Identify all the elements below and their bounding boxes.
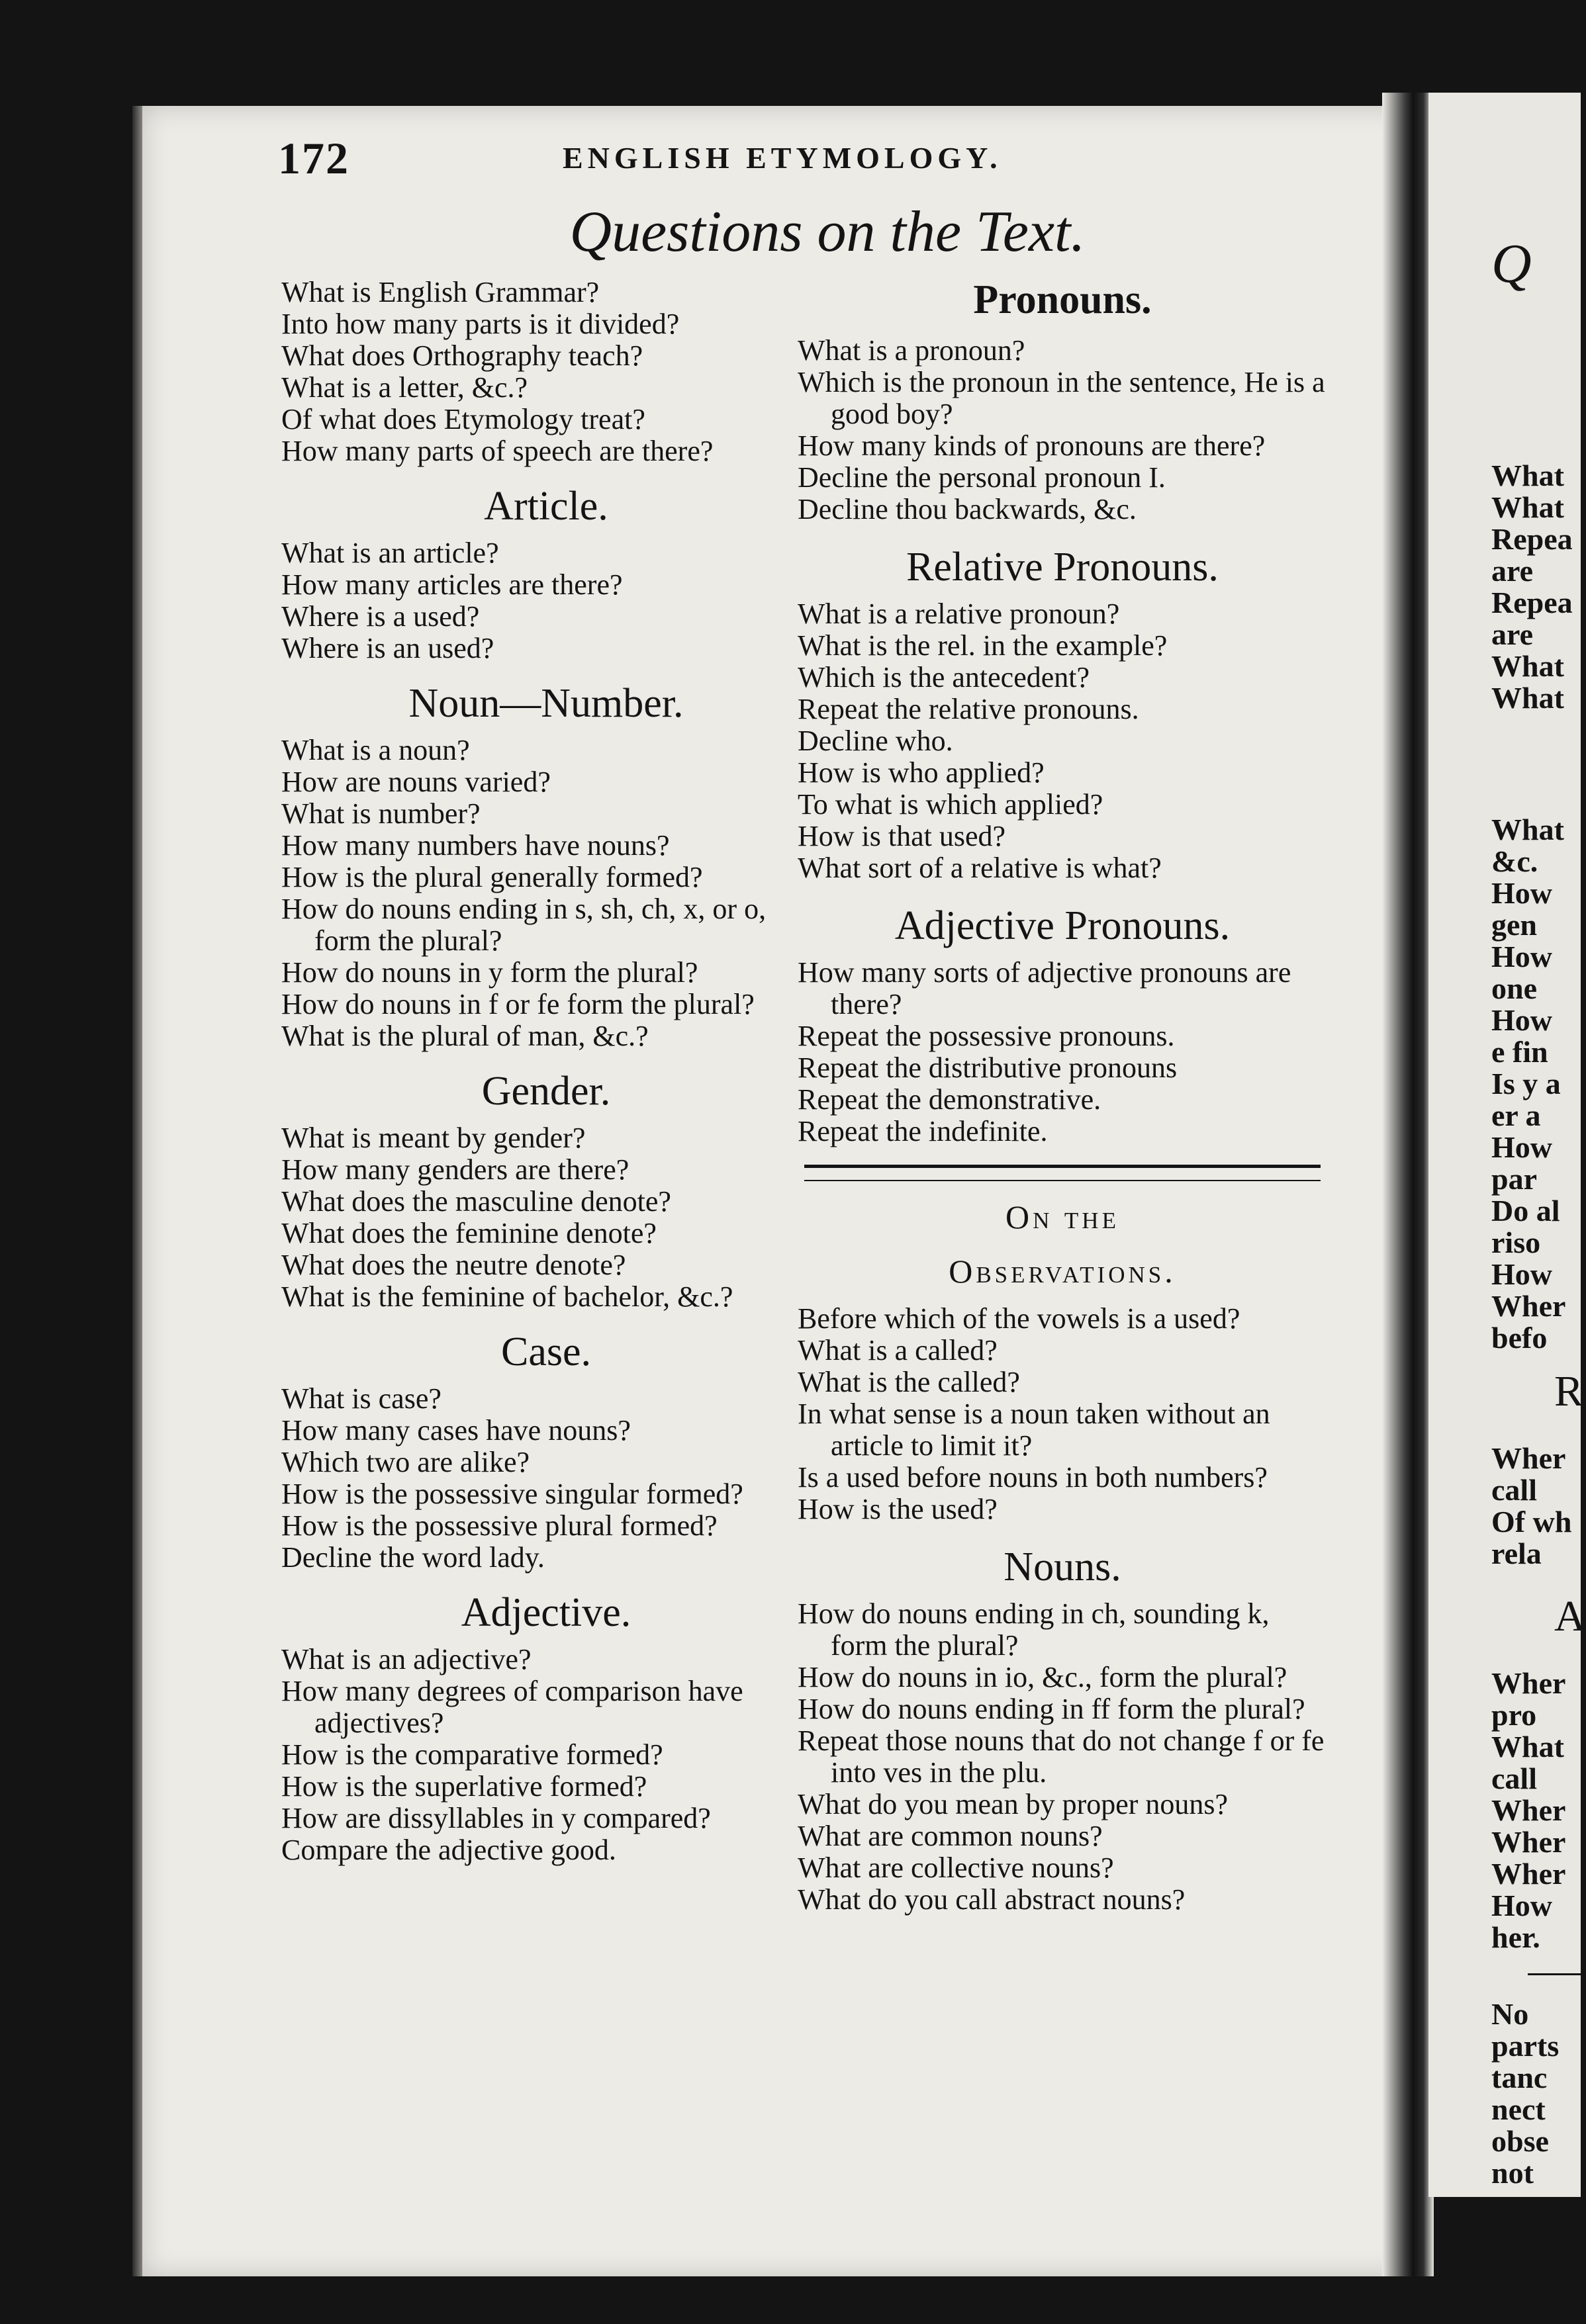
heading-adjective: Adjective. xyxy=(461,1590,631,1635)
heading-nouns: Nouns. xyxy=(1003,1544,1121,1589)
question-line: Repeat the distributive pronouns xyxy=(798,1051,1178,1084)
question-line: What is a pronoun? xyxy=(798,334,1025,367)
question-line: What does the feminine denote? xyxy=(281,1217,657,1249)
adjacent-text-fragment: How xyxy=(1491,1003,1552,1037)
question-line: Decline the word lady. xyxy=(281,1541,545,1574)
question-line: What do you mean by proper nouns? xyxy=(798,1788,1229,1820)
question-line: In what sense is a noun taken without an article to limit it? xyxy=(798,1398,1270,1462)
adjacent-lines-a xyxy=(1491,460,1573,714)
adjacent-text-fragment: What xyxy=(1491,490,1564,524)
question-line: Of what does Etymology treat? xyxy=(281,403,645,435)
adjacent-text-fragment: call xyxy=(1491,1762,1537,1795)
question-line: How do nouns ending in s, sh, ch, x, or o, form the plural? xyxy=(281,893,767,957)
question-line: What is the plural of man, &c.? xyxy=(281,1020,649,1052)
heading-gender: Gender. xyxy=(481,1069,611,1114)
adjacent-text-fragment: are xyxy=(1491,554,1534,588)
adjacent-text-fragment: obse xyxy=(1491,2124,1549,2158)
adjacent-text-fragment: How xyxy=(1491,1257,1552,1291)
question-line: How many numbers have nouns? xyxy=(281,829,670,862)
book-gutter xyxy=(1382,93,1434,2276)
adjacent-text-fragment: How xyxy=(1491,876,1552,910)
question-line: What is English Grammar? xyxy=(281,276,600,308)
adjective-pronouns-questions xyxy=(798,957,1327,1147)
heading-article: Article. xyxy=(484,484,608,529)
adjacent-text-fragment: Wher xyxy=(1491,1825,1566,1859)
question-line: What do you call abstract nouns? xyxy=(798,1883,1186,1916)
adjacent-text-fragment: Do al xyxy=(1491,1194,1560,1228)
question-line: What does the neutre denote? xyxy=(281,1249,626,1281)
adjacent-text-fragment: er a xyxy=(1491,1098,1541,1132)
question-line: What is a relative pronoun? xyxy=(798,598,1120,630)
question-line: Before which of the vowels is a used? xyxy=(798,1302,1240,1335)
nouns-questions xyxy=(798,1598,1327,1916)
adjacent-text-fragment: not xyxy=(1491,2156,1534,2190)
question-line: Repeat the possessive pronouns. xyxy=(798,1020,1175,1052)
adjacent-text-fragment: Wher xyxy=(1491,1666,1566,1700)
adjacent-text-fragment: rela xyxy=(1491,1537,1542,1570)
adjacent-text-fragment: How xyxy=(1491,1130,1552,1164)
page-header xyxy=(278,132,1377,185)
pronouns-questions xyxy=(798,335,1327,525)
question-line: How is the used? xyxy=(798,1493,998,1525)
right-column xyxy=(798,277,1327,1916)
adjacent-lines-e xyxy=(1491,1998,1559,2189)
question-line: How is the possessive singular formed? xyxy=(281,1478,743,1510)
question-line: What sort of a relative is what? xyxy=(798,852,1162,884)
question-line: What is an adjective? xyxy=(281,1643,532,1676)
adjacent-text-fragment: Wher xyxy=(1491,1793,1566,1827)
left-column xyxy=(281,277,811,1866)
adjacent-text-fragment: What xyxy=(1491,681,1564,715)
gender-questions xyxy=(281,1122,811,1313)
adjacent-heading-a: A xyxy=(1554,1592,1586,1640)
heading-on-the: On the xyxy=(1005,1198,1119,1235)
adjacent-heading-r: R xyxy=(1554,1367,1584,1415)
adjacent-text-fragment: Wher xyxy=(1491,1857,1566,1891)
adjacent-text-fragment: What xyxy=(1491,813,1564,846)
question-line: Decline thou backwards, &c. xyxy=(798,493,1137,525)
question-line: How is the possessive plural formed? xyxy=(281,1509,718,1542)
adjacent-text-fragment: What xyxy=(1491,649,1564,683)
intro-questions xyxy=(281,277,811,467)
adjacent-text-fragment: befo xyxy=(1491,1321,1548,1355)
question-line: What is number? xyxy=(281,797,481,830)
question-line: What is an article? xyxy=(281,537,499,569)
question-line: How do nouns in io, &c., form the plural? xyxy=(798,1661,1287,1693)
adjacent-text-fragment: are xyxy=(1491,617,1534,651)
adjacent-text-fragment: Wher xyxy=(1491,1441,1566,1475)
question-line: How many cases have nouns? xyxy=(281,1414,631,1447)
question-line: How are dissyllables in y compared? xyxy=(281,1802,711,1834)
question-line: How many kinds of pronouns are there? xyxy=(798,429,1266,462)
question-line: Into how many parts is it divided? xyxy=(281,308,680,340)
question-line: How are nouns varied? xyxy=(281,766,551,798)
question-line: How is who applied? xyxy=(798,756,1045,789)
adjacent-lines-d xyxy=(1491,1668,1565,1953)
adjacent-text-fragment: parts xyxy=(1491,2029,1560,2063)
adjacent-text-fragment: pro xyxy=(1491,1698,1537,1732)
adjacent-page-fragment xyxy=(1428,93,1586,2197)
adjacent-text-fragment: &c. xyxy=(1491,844,1538,878)
question-line: How is the plural generally formed? xyxy=(281,861,703,893)
adjacent-text-fragment: What xyxy=(1491,1730,1564,1764)
adjacent-text-fragment: nect xyxy=(1491,2092,1546,2126)
question-line: How many sorts of adjective pronouns are there? xyxy=(798,956,1291,1020)
question-line: Decline the personal pronoun I. xyxy=(798,461,1166,494)
page-title: Questions on the Text. xyxy=(569,200,1086,264)
adjacent-text-fragment: No xyxy=(1491,1997,1529,2031)
heading-case: Case. xyxy=(500,1329,592,1374)
question-line: Where is an used? xyxy=(281,632,494,664)
heading-noun-number: Noun—Number. xyxy=(408,681,684,726)
adjacent-text-fragment: Repea xyxy=(1491,586,1573,619)
question-line: Compare the adjective good. xyxy=(281,1834,616,1866)
adjacent-text-fragment: one xyxy=(1491,971,1537,1005)
title-block xyxy=(278,199,1377,278)
question-line: How do nouns ending in ch, sounding k, form the plural? xyxy=(798,1597,1270,1662)
adjacent-text-fragment: What xyxy=(1491,459,1564,492)
adjacent-text-fragment: How xyxy=(1491,940,1552,973)
adjacent-text-fragment: Wher xyxy=(1491,1289,1566,1323)
question-line: What is the feminine of bachelor, &c.? xyxy=(281,1280,733,1313)
question-line: What is case? xyxy=(281,1382,442,1415)
adjective-questions xyxy=(281,1644,811,1866)
noun-number-questions xyxy=(281,735,811,1052)
adjacent-text-fragment: call xyxy=(1491,1473,1537,1507)
question-line: Repeat the indefinite. xyxy=(798,1115,1048,1147)
question-line: How do nouns in f or fe form the plural? xyxy=(281,988,755,1020)
double-rule-divider xyxy=(804,1165,1321,1181)
question-line: Which two are alike? xyxy=(281,1446,530,1478)
adjacent-text-fragment: How xyxy=(1491,1889,1552,1922)
relative-pronouns-questions xyxy=(798,598,1327,884)
question-line: How many articles are there? xyxy=(281,568,623,601)
adjacent-text-fragment: riso xyxy=(1491,1226,1541,1259)
question-line: How do nouns in y form the plural? xyxy=(281,956,698,989)
question-line: What is a letter, &c.? xyxy=(281,371,528,404)
heading-observations: Observations. xyxy=(949,1253,1176,1290)
question-line: Where is a used? xyxy=(281,600,480,633)
adjacent-text-fragment: par xyxy=(1491,1162,1537,1196)
heading-relative-pronouns: Relative Pronouns. xyxy=(906,545,1219,590)
page-spine-edge xyxy=(132,106,143,2276)
question-line: How do nouns ending in ff form the plural? xyxy=(798,1693,1305,1725)
question-line: Repeat the relative pronouns. xyxy=(798,693,1139,725)
running-head: ENGLISH ETYMOLOGY. xyxy=(563,141,1002,175)
question-line: Decline who. xyxy=(798,725,953,757)
question-line: Which is the antecedent? xyxy=(798,661,1090,693)
case-questions xyxy=(281,1383,811,1574)
heading-pronouns: Pronouns. xyxy=(973,277,1152,322)
question-line: What is a called? xyxy=(798,1334,998,1366)
question-line: What does Orthography teach? xyxy=(281,339,643,372)
question-line: What are collective nouns? xyxy=(798,1852,1114,1884)
question-line: What are common nouns? xyxy=(798,1820,1103,1852)
question-line: Repeat those nouns that do not change f or fe into ves in the plu. xyxy=(798,1724,1325,1789)
adjacent-rule xyxy=(1528,1973,1581,1975)
question-line: What is the rel. in the example? xyxy=(798,629,1168,662)
adjacent-text-fragment: Of wh xyxy=(1491,1505,1572,1539)
adjacent-text-fragment: e fin xyxy=(1491,1035,1548,1069)
adjacent-text-fragment: tanc xyxy=(1491,2061,1548,2094)
adjacent-text-fragment: her. xyxy=(1491,1920,1540,1954)
heading-adjective-pronouns: Adjective Pronouns. xyxy=(894,903,1231,948)
question-line: What is a noun? xyxy=(281,734,470,766)
question-line: What does the masculine denote? xyxy=(281,1185,671,1218)
article-questions xyxy=(281,537,811,664)
observations-questions xyxy=(798,1303,1327,1525)
question-line: How is the superlative formed? xyxy=(281,1770,647,1803)
adjacent-text-fragment: Repea xyxy=(1491,522,1573,556)
adjacent-lines-b xyxy=(1491,814,1565,1354)
question-line: How many genders are there? xyxy=(281,1153,630,1186)
question-line: Repeat the demonstrative. xyxy=(798,1083,1101,1116)
question-line: How many degrees of comparison have adjectives? xyxy=(281,1675,743,1739)
page-number: 172 xyxy=(278,133,350,183)
adjacent-title-letter: Q xyxy=(1491,233,1532,294)
question-line: Is a used before nouns in both numbers? xyxy=(798,1461,1268,1494)
adjacent-lines-c xyxy=(1491,1443,1571,1570)
question-line: How is that used? xyxy=(798,820,1006,852)
adjacent-text-fragment: Is y a xyxy=(1491,1067,1561,1100)
question-line: How many parts of speech are there? xyxy=(281,435,714,467)
adjacent-text-fragment: gen xyxy=(1491,908,1537,942)
question-line: What is the called? xyxy=(798,1366,1020,1398)
question-line: To what is which applied? xyxy=(798,788,1103,821)
question-line: Which is the pronoun in the sentence, He is a good boy? xyxy=(798,366,1325,430)
question-line: How is the comparative formed? xyxy=(281,1738,663,1771)
question-line: What is meant by gender? xyxy=(281,1122,586,1154)
